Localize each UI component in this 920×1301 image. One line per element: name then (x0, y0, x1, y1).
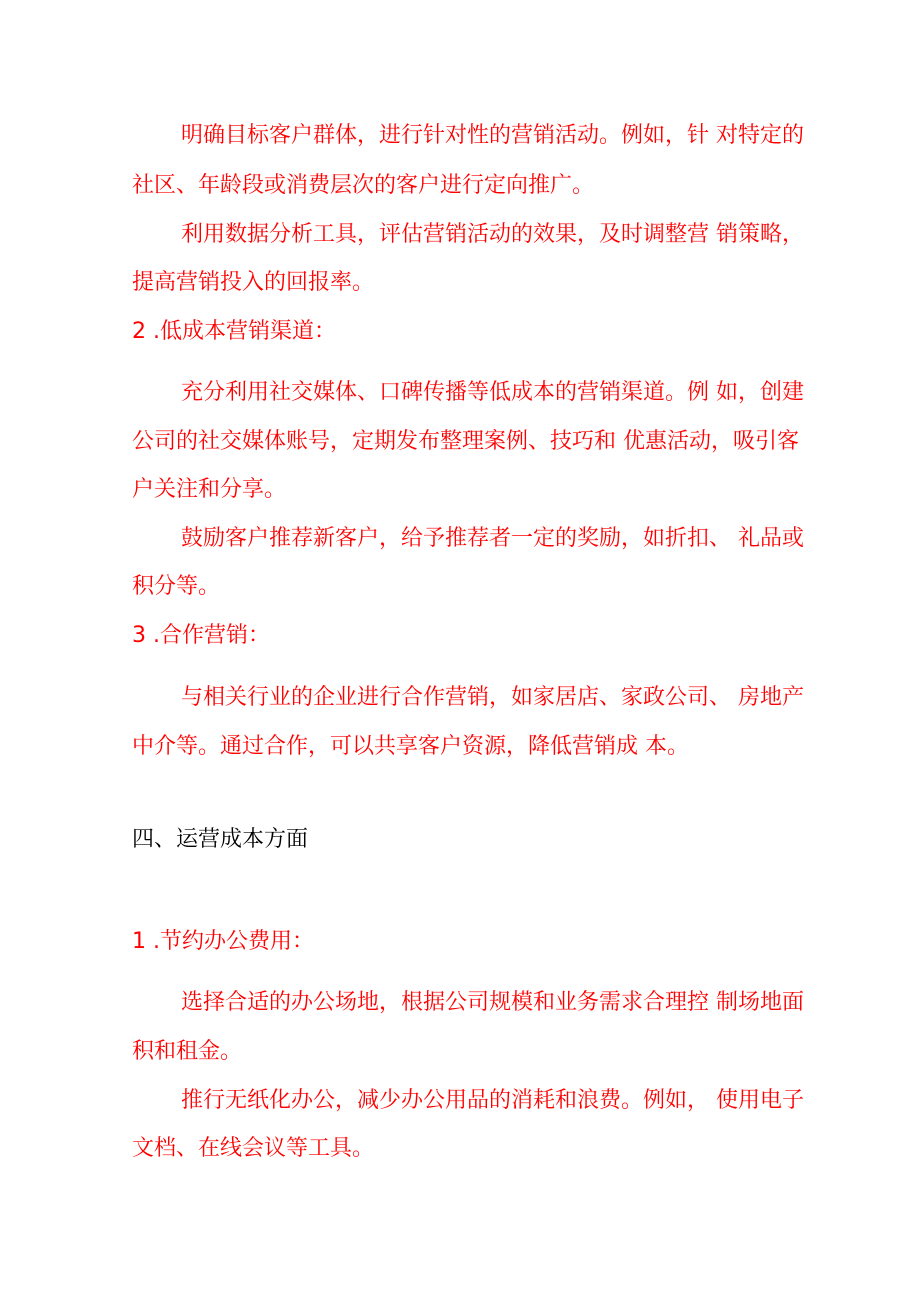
paragraph-line: 推行无纸化办公，减少办公用品的消耗和浪费。例如， 使用电子 (181, 1088, 804, 1113)
paragraph-line: 充分利用社交媒体、口碑传播等低成本的营销渠道。例 如，创建 (181, 380, 804, 405)
paragraph-line: 利用数据分析工具，评估营销活动的效果，及时调整营 销策略， (181, 222, 804, 247)
paragraph-line: 与相关行业的企业进行合作营销，如家居店、家政公司、 房地产 (181, 685, 804, 710)
paragraph-line: 中介等。通过合作，可以共享客户资源，降低营销成 本。 (132, 734, 689, 759)
paragraph-line: 积和租金。 (132, 1039, 243, 1064)
paragraph-line: 鼓励客户推荐新客户，给予推荐者一定的奖励，如折扣、 礼品或 (181, 526, 804, 551)
paragraph-line: 户关注和分享。 (132, 477, 287, 502)
paragraph-line: 社区、年龄段或消费层次的客户进行定向推广。 (132, 173, 595, 198)
paragraph-line: 公司的社交媒体账号，定期发布整理案例、技巧和 优惠活动，吸引客 (132, 429, 799, 454)
paragraph-line: 选择合适的办公场地，根据公司规模和业务需求合理控 制场地面 (181, 990, 804, 1015)
paragraph-line: 明确目标客户群体，进行针对性的营销活动。例如，针 对特定的 (181, 123, 804, 148)
paragraph-line: 提高营销投入的回报率。 (132, 270, 375, 295)
subheading: 2 .低成本营销渠道： (132, 319, 336, 344)
subheading: 3 .合作营销： (132, 623, 270, 648)
paragraph-line: 积分等。 (132, 574, 221, 599)
paragraph-line: 文档、在线会议等工具。 (132, 1136, 375, 1161)
section-heading: 四、运营成本方面 (132, 827, 309, 852)
subheading: 1 .节约办公费用： (132, 929, 314, 954)
